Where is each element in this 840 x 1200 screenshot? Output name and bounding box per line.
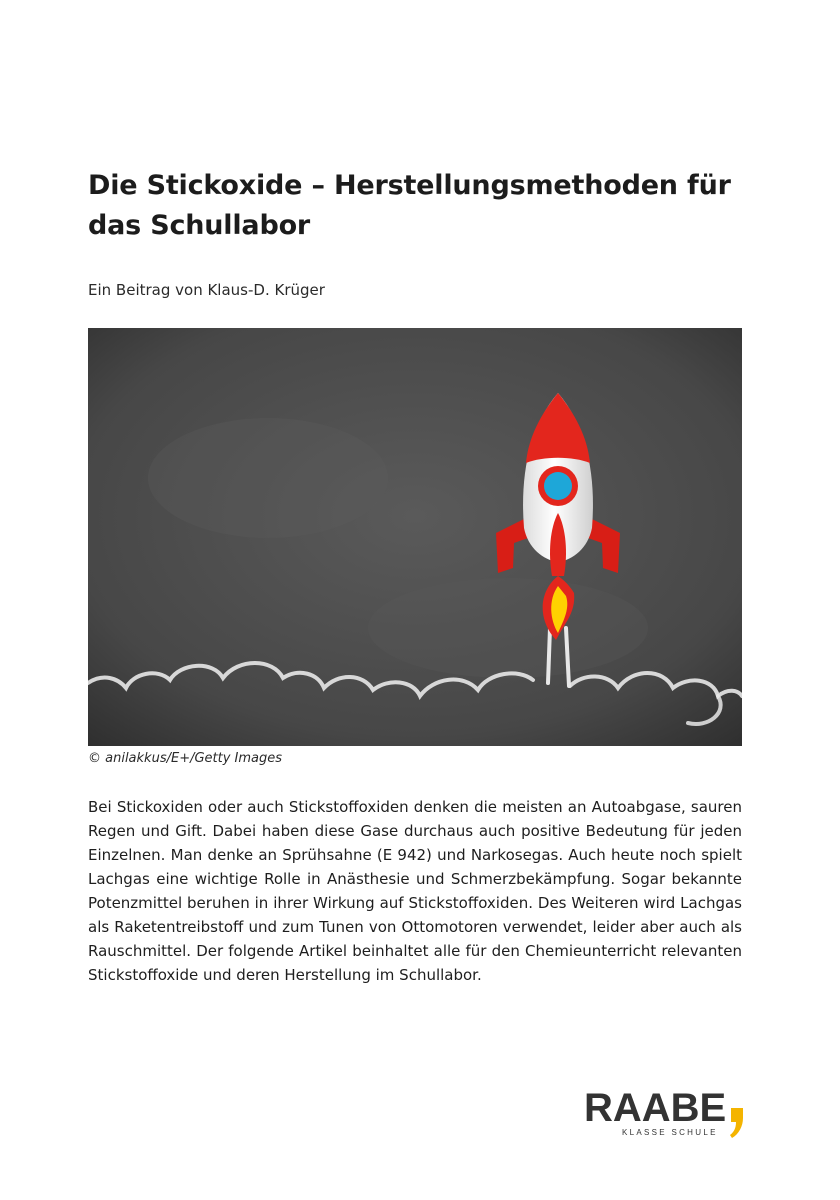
logo-comma-icon bbox=[729, 1108, 743, 1138]
logo-wordmark: RAABE bbox=[584, 1086, 727, 1130]
cover-photo bbox=[88, 328, 742, 746]
image-credit: © anilakkus/E+/Getty Images bbox=[88, 751, 283, 766]
rocket-chalkboard-illustration bbox=[88, 328, 742, 746]
raabe-logo bbox=[584, 1088, 748, 1142]
logo-tagline: KLASSE SCHULE bbox=[622, 1128, 718, 1137]
document-title: Die Stickoxide – Herstellungsmethoden für das Schullabor bbox=[88, 170, 731, 241]
intro-paragraph: Bei Stickoxiden oder auch Stickstoffoxiden denken die meisten an Autoabgase, sauren Regen und Gift. Dabei haben diese Gase durchaus auch positive Bedeutung für jeden Einzelnen. Man denke an Sprühsahne (E 942) und Narkosegas. Auch heute noch spielt Lachgas eine wichtige Rolle in Anästhesie und Schmerzbekämpfung. Sogar bekannte Potenzmittel beruhen in ihrer Wirkung auf Stickstoffoxiden. Des Weiteren wird Lachgas als Raketentreibstoff und zum Tunen von Ottomotoren verwendet, leider aber auch als Rauschmittel. Der folgende Artikel beinhaltet alle für den Chemieunterricht relevanten Stickstoffoxide und deren Herstellung im Schullabor. bbox=[88, 798, 742, 984]
author-line: Ein Beitrag von Klaus-D. Krüger bbox=[88, 281, 325, 299]
